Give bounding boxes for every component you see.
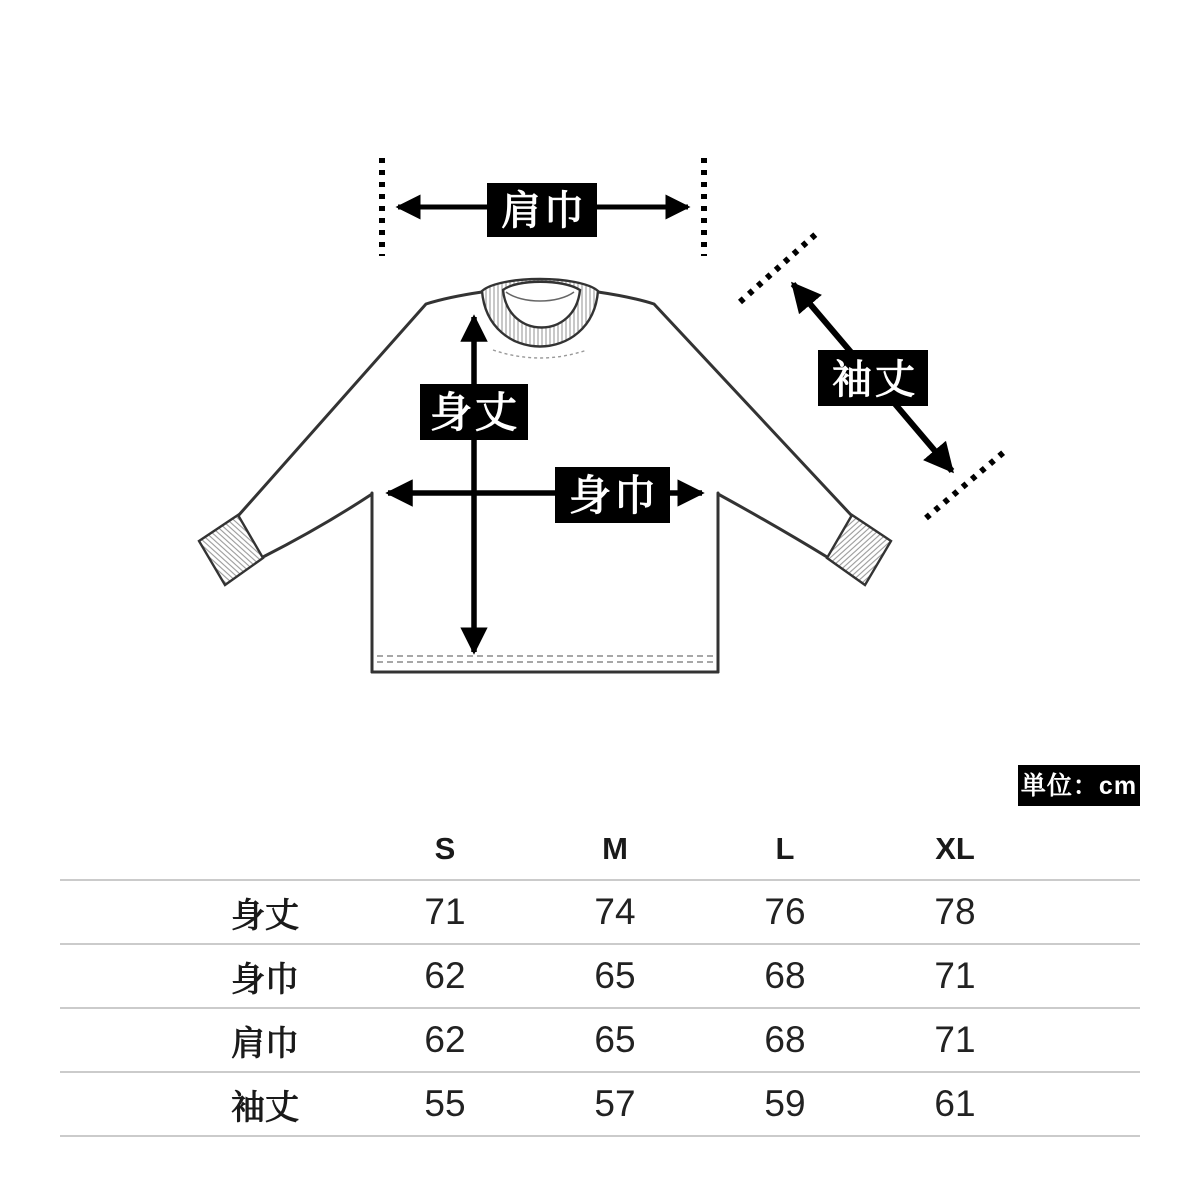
size-table-row-filler xyxy=(1040,944,1140,1008)
size-table-row-3 xyxy=(60,1072,1140,1136)
size-table-row-2 xyxy=(60,1008,1140,1072)
size-table-row-0 xyxy=(60,880,1140,944)
size-column-header-m: M xyxy=(602,830,628,866)
measurement-value-cell: 65 xyxy=(594,955,636,996)
sleeve-length-label: 袖丈 xyxy=(832,358,918,402)
body-width-label: 身巾 xyxy=(568,472,660,519)
measurement-row-label: 身巾 xyxy=(231,960,299,999)
measurement-value-cell: 78 xyxy=(934,891,976,932)
measurement-row-label: 袖丈 xyxy=(231,1088,299,1127)
size-column-header-l: L xyxy=(775,830,795,866)
measurement-value-cell: 62 xyxy=(424,1019,466,1060)
measurement-value-cell: 68 xyxy=(764,1019,806,1060)
size-table xyxy=(60,818,1140,1137)
measurement-value-cell: 62 xyxy=(424,955,466,996)
measurement-value-cell: 59 xyxy=(764,1083,806,1124)
shoulder-width-label: 肩巾 xyxy=(501,189,587,233)
measurement-value-cell: 57 xyxy=(594,1083,636,1124)
shirt-illustration xyxy=(199,279,891,672)
size-table-header-row xyxy=(60,818,1140,880)
measurement-value-cell: 71 xyxy=(934,955,976,996)
measurement-value-cell: 76 xyxy=(764,891,806,932)
measurement-value-cell: 71 xyxy=(934,1019,976,1060)
body-length-label: 身丈 xyxy=(429,389,521,436)
size-table-row-filler xyxy=(1040,880,1140,944)
measurement-value-cell: 55 xyxy=(424,1083,466,1124)
size-table-row-filler xyxy=(1040,1072,1140,1136)
shoulder-width-dimension xyxy=(382,158,704,256)
size-column-header-xl: XL xyxy=(935,830,975,866)
size-table-header-filler xyxy=(1040,818,1140,880)
size-table-row-filler xyxy=(1040,1008,1140,1072)
unit-badge xyxy=(1018,765,1140,806)
unit-badge-text: 単位：cm xyxy=(1020,772,1138,800)
measurement-row-label: 身丈 xyxy=(231,896,299,935)
sleeve-length-lower-extension-line xyxy=(926,452,1004,518)
measurement-value-cell: 68 xyxy=(764,955,806,996)
size-table-row-1 xyxy=(60,944,1140,1008)
measurement-value-cell: 65 xyxy=(594,1019,636,1060)
size-column-header-s: S xyxy=(434,830,456,866)
measurement-value-cell: 61 xyxy=(934,1083,976,1124)
measurement-value-cell: 74 xyxy=(594,891,636,932)
measurement-value-cell: 71 xyxy=(424,891,466,932)
sleeve-length-upper-extension-line xyxy=(740,234,816,302)
size-table-body xyxy=(60,880,1140,1136)
size-table-corner-cell xyxy=(60,818,360,880)
measurement-row-label: 肩巾 xyxy=(231,1024,299,1063)
